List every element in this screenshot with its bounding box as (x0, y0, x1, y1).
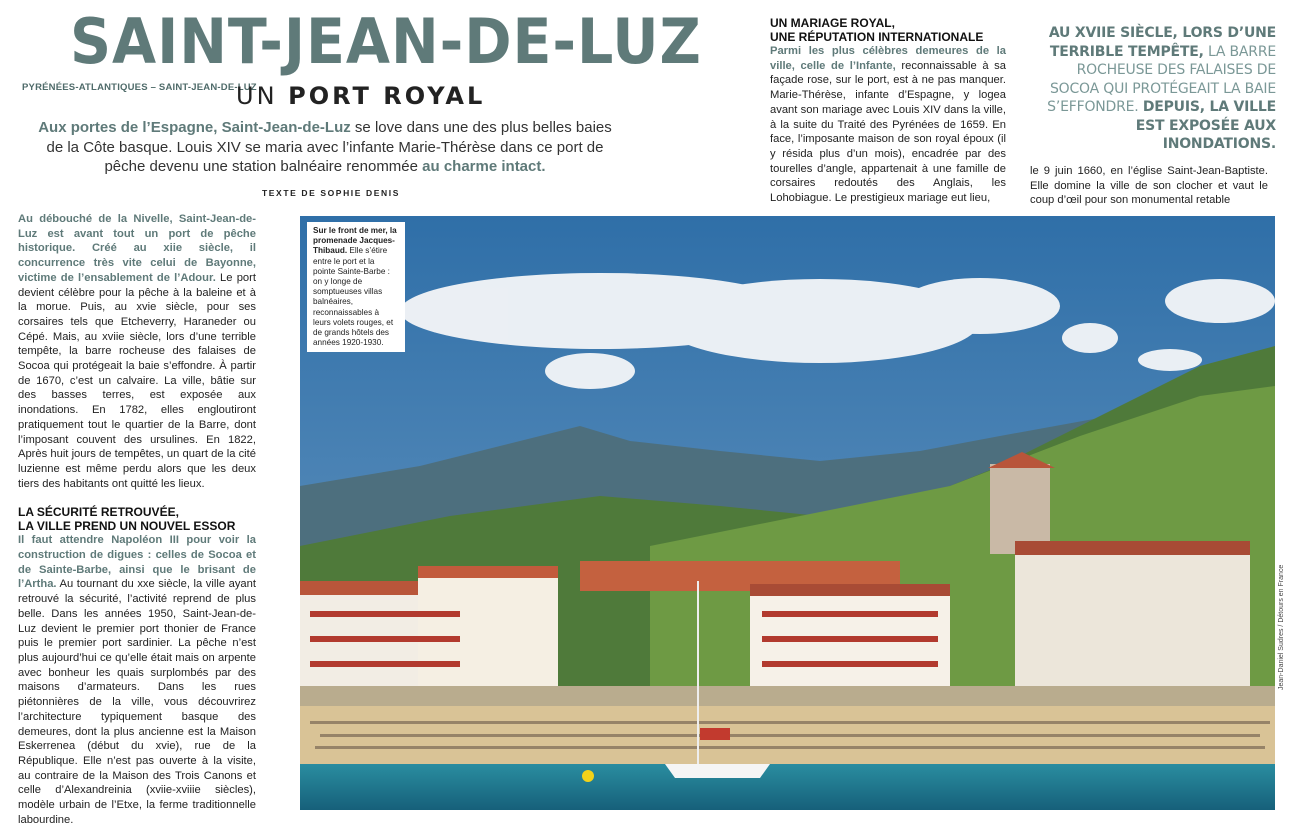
page-subtitle (236, 82, 485, 110)
buoy (582, 770, 594, 782)
intro-highlight-1: Aux portes de l’Espagne, Saint-Jean-de-Luz (38, 119, 351, 136)
quote-part-1: AU XVIIE SIÈCLE, LORS D’UNE TERRIBLE TEMPÊTE, (1048, 25, 1276, 60)
harbor-photo (300, 216, 1275, 810)
caption-bold: Sur le front de mer, la promenade Jacques-Thibaud. (313, 226, 397, 256)
left-column (18, 212, 256, 827)
section-heading-mariage (770, 16, 1006, 44)
section-kicker: PYRÉNÉES-ATLANTIQUES – SAINT-JEAN-DE-LUZ (22, 82, 257, 93)
right-body: reconnaissable à sa façade rose, sur le port, est à ne pas manquer. Marie-Thérèse, infante d’Espagne, y logea avant son mariage avec Louis XIV dans la ville, à la suite du Traité des Pyrénées de 1659. En face, l’imposante maison de son royal époux (il y résida plus d’un mois), encadrée par des tourelles d’angle, appartenait à une famille de corsaires redoutés des Anglais, les Lohobiague. Le prestigieux mariage eut lieu, (770, 59, 1006, 205)
heading-line-2: UNE RÉPUTATION INTERNATIONALE (770, 30, 984, 44)
left-body-2: Au tournant du xxe siècle, la ville ayant retrouvé la sécurité, l’activité reprend de plus belle. Dans les années 1950, Saint-Jean-de-Luz devient le premier port thonier de France puis le premier port sardinier. La pêche n’est plus aujourd’hui ce qu’elle était mais on arpente avec bonheur les quais surplombés par des maisons d’armateurs. Dans les rues piétonnières de la ville, vous découvrirez l’architecture typiquement basque des demeures, dont la plus ancienne est la Maison Eskerrenea (début du xvie), rue de la République. Elle n’est pas ouverte à la visite, au contraire de la Maison des Trois Canons et celle d’Alexandreinia (xviie-xviiie siècles), modèle urbain de l’Etxe, la ferme traditionnelle labourdine. (18, 578, 256, 826)
sea (300, 764, 1275, 810)
photo-credit: Jean-Daniel Sudres / Détours en France (1278, 564, 1285, 690)
intro-text: se love dans une des plus belles baies de la Côte basque. Louis XIV se maria avec l’infante Marie-Thérèse dans ce port de pêche devenu une station balnéaire renommée (46, 119, 612, 175)
section-heading-securite (18, 505, 256, 533)
quote-part-3: DEPUIS, LA VILLE EST EXPOSÉE AUX INONDATIONS. (1135, 99, 1276, 152)
page-title: SAINT-JEAN-DE-LUZ (70, 5, 702, 78)
quote-part-2: LA BARRE ROCHEUSE DES FALAISES DE SOCOA QUI PROTÉGEAIT LA BAIE S’EFFONDRE. (1047, 43, 1276, 115)
photo-caption (307, 222, 405, 352)
left-lead-2: Il faut attendre Napoléon III pour voir la construction de digues : celles de Socoa et de Sainte-Barbe, ainsi que le brisant de l’Artha. (18, 534, 256, 591)
byline: TEXTE DE SOPHIE DENIS (262, 188, 400, 198)
left-body-1: Le port devient célèbre pour la pêche à la baleine et à la morue. Puis, au xvie siècle, pour ses corsaires tels que Etcheverry, Haraneder ou Cépé. Mais, au xviie siècle, lors d’une terrible tempête, la barre rocheuse des falaises de Socoa qui protégeait la baie s’effondre. À partir de 1670, c’est un calvaire. La ville, bâtie sur des basses terres, est exposée aux inondations. En 1782, elles engloutiront pratiquement tout le quartier de la Barre, dont l’imposant couvent des ursulines. En 1822, Après huit jours de tempêtes, un quart de la cité luzienne est même perdu alors que les deux tiers des habitants ont quitté les lieux. (18, 271, 256, 490)
intro-paragraph (28, 118, 622, 177)
pull-quote (1032, 24, 1276, 154)
promenade-wall (300, 686, 1275, 708)
caption-body: Elle s’étire entre le port et la pointe Sainte-Barbe : on y longe de somptueuses villas balnéaires, reconnaissables à leurs volets rouges, et de grands hôtels des années 1920-1930. (313, 246, 394, 348)
heading-line-2: LA VILLE PREND UN NOUVEL ESSOR (18, 519, 236, 534)
heading-line-1: UN MARIAGE ROYAL, (770, 16, 895, 30)
intro-highlight-2: au charme intact. (422, 158, 546, 175)
heading-line-1: LA SÉCURITÉ RETROUVÉE, (18, 505, 179, 520)
right-lead: Parmi les plus célèbres demeures de la ville, celle de l’Infante, (770, 45, 1006, 72)
right-column-2: le 9 juin 1660, en l’église Saint-Jean-Baptiste. Elle domine la ville de son clocher et vaut le coup d’œil pour son monumental retable (1030, 165, 1268, 207)
left-lead: Au débouché de la Nivelle, Saint-Jean-de-Luz est avant tout un port de pêche historique. Créé au xiie siècle, il concurrence très vite celui de Bayonne, victime de l’ensablement de l’Adour. (18, 213, 256, 284)
subtitle-bold: PORT ROYAL (288, 82, 486, 110)
right-column-1 (770, 16, 1006, 206)
subtitle-pre: UN (236, 82, 289, 110)
